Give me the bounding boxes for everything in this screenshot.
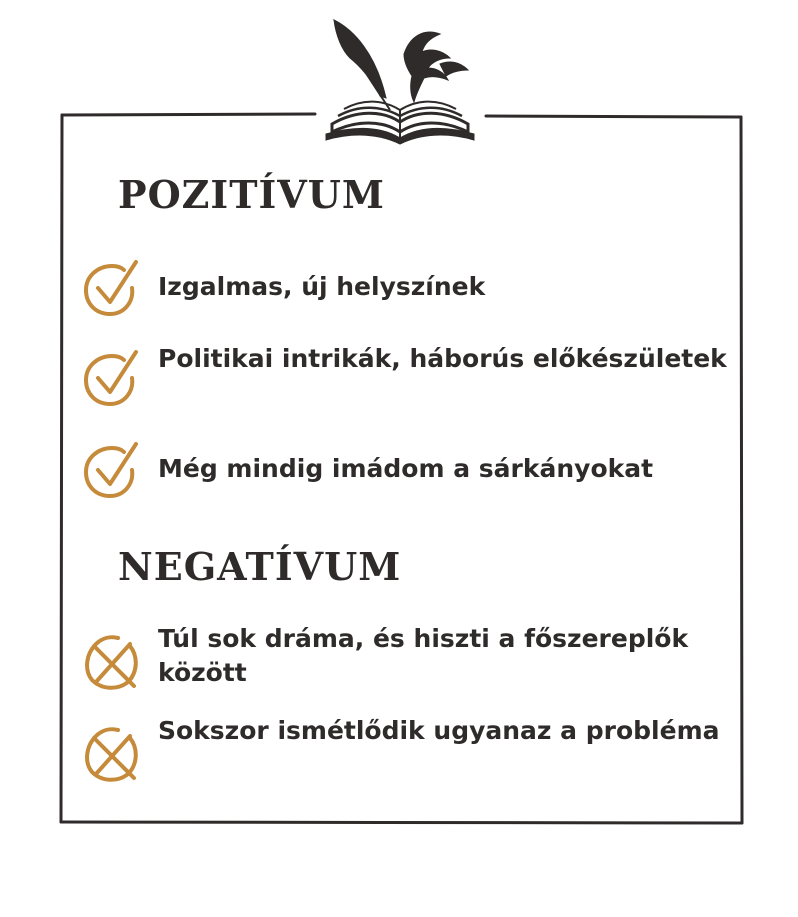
positive-item [80, 344, 740, 428]
positive-item [80, 258, 740, 338]
x-circle-icon [80, 722, 144, 786]
positive-item-text: Még mindig imádom a sárkányokat [158, 454, 654, 483]
check-circle-icon [80, 348, 144, 412]
negative-item-text: Sokszor ismétlődik ugyanaz a probléma [158, 716, 720, 745]
positive-item [80, 440, 740, 520]
positive-item-text: Izgalmas, új helyszínek [158, 272, 486, 301]
x-circle-icon [80, 630, 144, 694]
check-circle-icon [80, 258, 144, 322]
positive-heading: POZITÍVUM [118, 172, 385, 217]
positive-item-text: Politikai intrikák, háborús előkészületek [158, 344, 727, 373]
negative-heading: NEGATÍVUM [118, 544, 402, 589]
book-quill-dragon-icon [320, 14, 480, 154]
negative-item [80, 716, 740, 802]
check-circle-icon [80, 440, 144, 504]
negative-item-text: Túl sok dráma, és hiszti a főszereplők között [158, 624, 689, 687]
negative-item [80, 624, 740, 710]
